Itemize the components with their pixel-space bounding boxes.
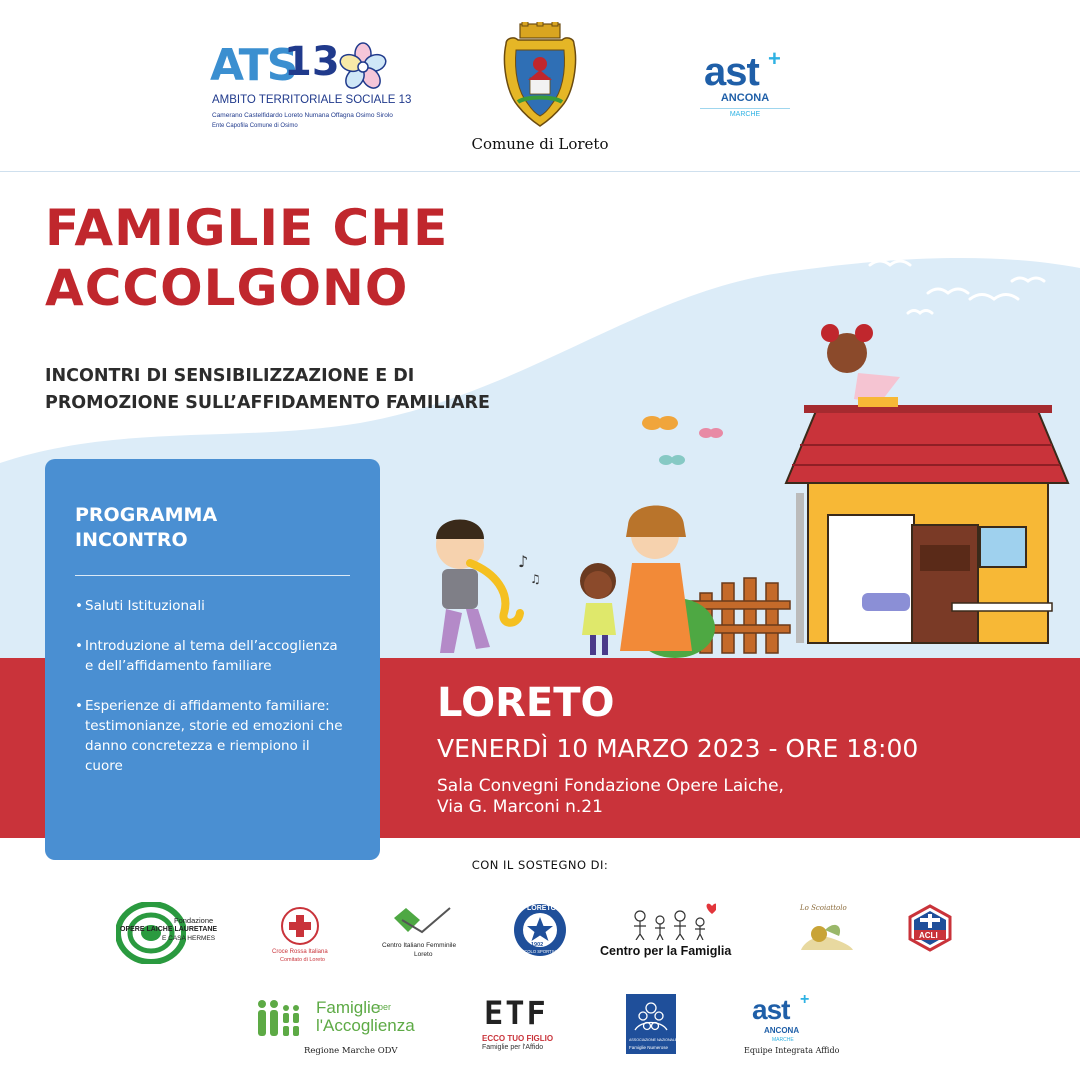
croce-rossa-logo [268, 906, 338, 964]
family-drawing-icon [626, 902, 716, 940]
etf-mark: ETF [484, 994, 548, 1032]
ats-logo [210, 39, 412, 142]
program-item: • Introduzione al tema dell’accoglienza e dell’affidamento familiare [75, 636, 350, 676]
etf-line-2: Famiglie per l'Affido [482, 1044, 544, 1051]
event-datetime: VENERDÌ 10 MARZO 2023 - ORE 18:00 [437, 734, 919, 763]
ast-bottom-city: ANCONA [764, 1026, 800, 1035]
cif-line-1: Centro Italiano Femminile [382, 942, 457, 949]
centro-famiglia-label: Centro per la Famiglia [600, 944, 732, 958]
family-numerose-icon [631, 1000, 671, 1034]
famiglie-numerose-logo [626, 994, 676, 1054]
event-title [45, 198, 448, 318]
program-item: • Saluti Istituzionali [75, 596, 350, 616]
boy-saxophone-icon [436, 520, 541, 654]
butterfly-icon [642, 416, 723, 465]
girl-on-roof-icon [821, 324, 900, 407]
ats-subtitle: AMBITO TERRITORIALE SOCIALE 13 [212, 94, 412, 106]
cif-logo [380, 904, 462, 962]
ast-word: ast [704, 50, 759, 94]
opere-laiche-logo [116, 902, 226, 964]
plus-icon: + [768, 46, 781, 71]
mother-icon [620, 506, 692, 652]
loreto-circolo-year: 1902 [531, 942, 544, 948]
svg-text:♫: ♫ [530, 572, 541, 586]
program-card [45, 459, 380, 860]
ats-capofila: Ente Capofila Comune di Osimo [212, 123, 298, 129]
people-icon [256, 998, 300, 1038]
loreto-circolo-top: LORETO [527, 905, 557, 912]
loreto-circolo-logo [512, 902, 568, 958]
program-divider [75, 575, 350, 576]
famiglie-numerose-line-2: Famiglie Numerose [629, 1045, 669, 1050]
event-subtitle-line-2: PROMOZIONE SULL’AFFIDAMENTO FAMILIARE [45, 393, 490, 413]
red-cross-icon [280, 906, 320, 946]
child-icon [580, 563, 616, 655]
ats-towns: Camerano Castelfidardo Loreto Numana Offagna Osimo Sirolo [212, 112, 393, 119]
cif-emblem-icon [392, 904, 452, 938]
opere-laiche-line-2: OPERE LAICHE LAURETANE [120, 926, 218, 933]
music-note-icon: ♪ [518, 552, 529, 571]
program-title-line-2: INCONTRO [75, 529, 188, 551]
cif-line-2: Loreto [414, 951, 433, 958]
famiglie-accoglienza-line-1: Famiglie [316, 998, 381, 1017]
famiglie-accoglienza-per: per [378, 1002, 392, 1012]
house-icon [786, 405, 1068, 643]
birds-icon [870, 261, 1044, 313]
centro-famiglia-logo [598, 902, 738, 960]
ats-number: 13 [284, 39, 340, 85]
event-title-line-2: ACCOLGONO [45, 259, 409, 317]
family-house-illustration [400, 173, 1080, 658]
ast-bottom-word: ast [752, 994, 790, 1025]
etf-logo [478, 994, 562, 1056]
ast-region: MARCHE [700, 108, 790, 118]
program-title [75, 503, 350, 553]
support-label: CON IL SOSTEGNO DI: [471, 858, 609, 872]
croce-rossa-line-1: Croce Rossa Italiana [272, 949, 328, 955]
ast-bottom-region: MARCHE [772, 1037, 794, 1043]
program-item: • Esperienze di affidamento familiare: testimonianze, storie ed emozioni che danno concretezza e riempiono il cuore [75, 696, 350, 776]
ast-bottom-caption: Equipe Integrata Affido [744, 1046, 840, 1055]
program-title-line-1: PROGRAMMA [75, 504, 218, 526]
ast-equipe-logo [742, 991, 840, 1056]
scoiattolo-label: Lo Scoiattolo [800, 904, 847, 912]
venue-line-2: Via G. Marconi n.21 [437, 797, 603, 817]
acli-logo [906, 904, 954, 952]
ats-title: ATS [210, 40, 297, 91]
acli-label: ACLI [919, 931, 938, 940]
city-crest-icon [500, 22, 580, 130]
squirrel-icon [795, 916, 855, 954]
opere-laiche-line-1: Fondazione [174, 916, 214, 925]
event-subtitle-line-1: INCONTRI DI SENSIBILIZZAZIONE E DI [45, 366, 415, 386]
famiglie-accoglienza-region: Regione Marche ODV [304, 1046, 398, 1056]
acli-hexagon-icon [906, 904, 954, 952]
opere-laiche-rings-icon [116, 902, 186, 964]
ast-ancona-logo [700, 46, 800, 130]
famiglie-numerose-line-1: ASSOCIAZIONE NAZIONALE [629, 1038, 678, 1042]
opere-laiche-line-3: E CASA HERMES [162, 935, 216, 942]
event-city: LORETO [437, 680, 615, 726]
croce-rossa-line-2: Comitato di Loreto [280, 957, 325, 963]
loreto-circolo-bottom: CIRCOLO SPORTIVO [517, 949, 559, 954]
scoiattolo-logo [792, 904, 858, 960]
ast-city: ANCONA [720, 92, 770, 104]
header [0, 0, 1080, 172]
program-list [75, 596, 350, 776]
etf-line-1: ECCO TUO FIGLIO [482, 1034, 554, 1043]
event-venue [437, 776, 784, 818]
event-title-line-1: FAMIGLIE CHE [45, 199, 449, 257]
famiglie-accoglienza-logo [256, 996, 426, 1058]
plus-icon: + [800, 991, 810, 1008]
comune-label: Comune di Loreto [471, 135, 609, 153]
flower-icon [338, 42, 388, 92]
famiglie-accoglienza-line-2: l'Accoglienza [316, 1016, 415, 1035]
venue-line-1: Sala Convegni Fondazione Opere Laiche, [437, 776, 784, 796]
